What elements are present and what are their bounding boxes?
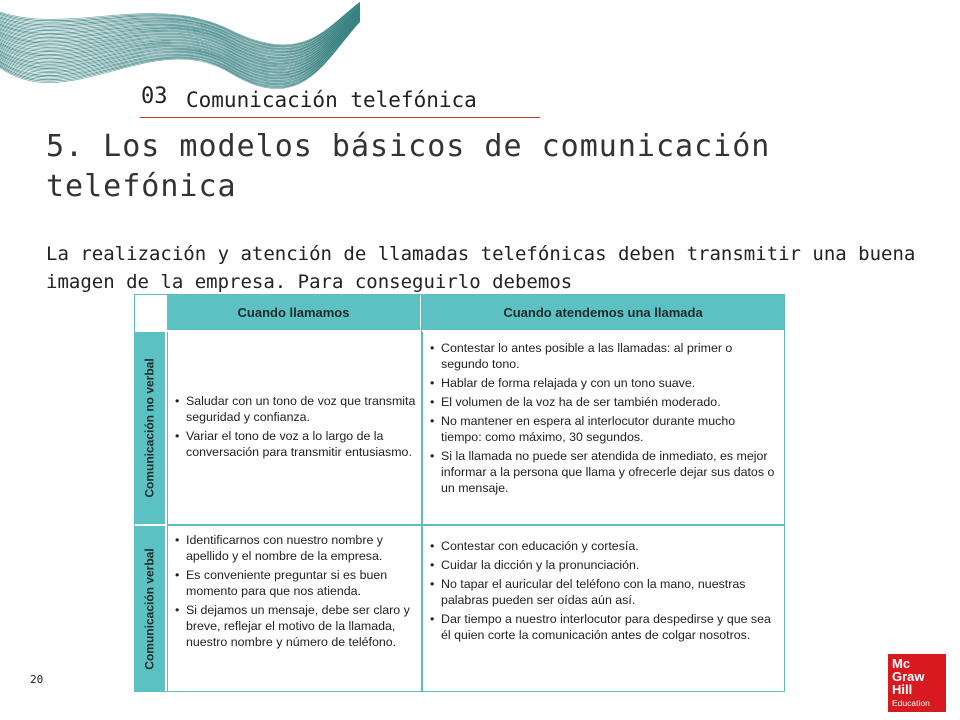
wave-line [0, 0, 360, 45]
row-label-text: Comunicación verbal [143, 547, 157, 670]
list-item: • Contestar con educación y cortesía. [441, 538, 778, 554]
communication-models-table [134, 294, 785, 692]
list-item: • Es conveniente preguntar si es buen momento para que nos atienda. [186, 567, 416, 599]
cell-no-verbal-atendemos [422, 332, 784, 524]
list-item: • Si dejamos un mensaje, debe ser claro y breve, reflejar el motivo de la llamada, nuestro nombre y número de teléfono. [186, 602, 416, 650]
list-item: • Cuidar la dicción y la pronunciación. [441, 557, 778, 573]
list-item: • El volumen de la voz ha de ser también moderado. [441, 394, 778, 410]
page-number: 20 [30, 673, 44, 686]
logo-text: Mc [892, 656, 911, 671]
intro-paragraph: La realización y atención de llamadas telefónicas deben transmitir una buena imagen de la empresa. Para conseguirlo debemos [46, 243, 916, 293]
list-item: • No mantener en espera al interlocutor durante mucho tiempo: como máximo, 30 segundos. [441, 413, 778, 445]
list-item: • Contestar lo antes posible a las llamadas: al primer o segundo tono. [441, 340, 778, 372]
column-header-cuando-atendemos: Cuando atendemos una llamada [422, 295, 784, 330]
cell-verbal-atendemos [422, 526, 784, 691]
list-item: • No tapar el auricular del teléfono con la mano, nuestras palabras pueden ser oídas aún así. [441, 576, 778, 608]
list-item: • Saludar con un tono de voz que transmita seguridad y confianza. [186, 393, 416, 425]
chapter-title: Comunicación telefónica [186, 88, 477, 112]
section-heading: 5. Los modelos básicos de comunicación telefónica [46, 129, 771, 204]
logo-text: Hill [892, 682, 913, 697]
logo-text: Graw [892, 669, 925, 684]
list-item: • Dar tiempo a nuestro interlocutor para despedirse y que sea él quien corte la comunicación antes de colgar nosotros. [441, 611, 778, 643]
list-item: • Si la llamada no puede ser atendida de inmediato, es mejor informar a la persona que llama y ofrecerle dejar sus datos o un mensaje. [441, 448, 778, 496]
row-label-text: Comunicación no verbal [143, 358, 158, 498]
row-label-verbal [135, 526, 165, 691]
cell-no-verbal-llamamos [167, 332, 422, 524]
list-item: • Variar el tono de voz a lo largo de la conversación para transmitir entusiasmo. [186, 428, 416, 460]
mcgraw-hill-logo [888, 654, 946, 712]
logo-text: Education [892, 698, 930, 708]
list-item: • Identificarnos con nuestro nombre y apellido y el nombre de la empresa. [186, 532, 416, 564]
chapter-underline [140, 117, 540, 118]
chapter-number: 03 [141, 84, 168, 109]
list-item: • Hablar de forma relajada y con un tono suave. [441, 375, 778, 391]
row-label-no-verbal [135, 332, 165, 524]
cell-verbal-llamamos [167, 526, 422, 691]
column-header-cuando-llamamos: Cuando llamamos [167, 295, 420, 330]
